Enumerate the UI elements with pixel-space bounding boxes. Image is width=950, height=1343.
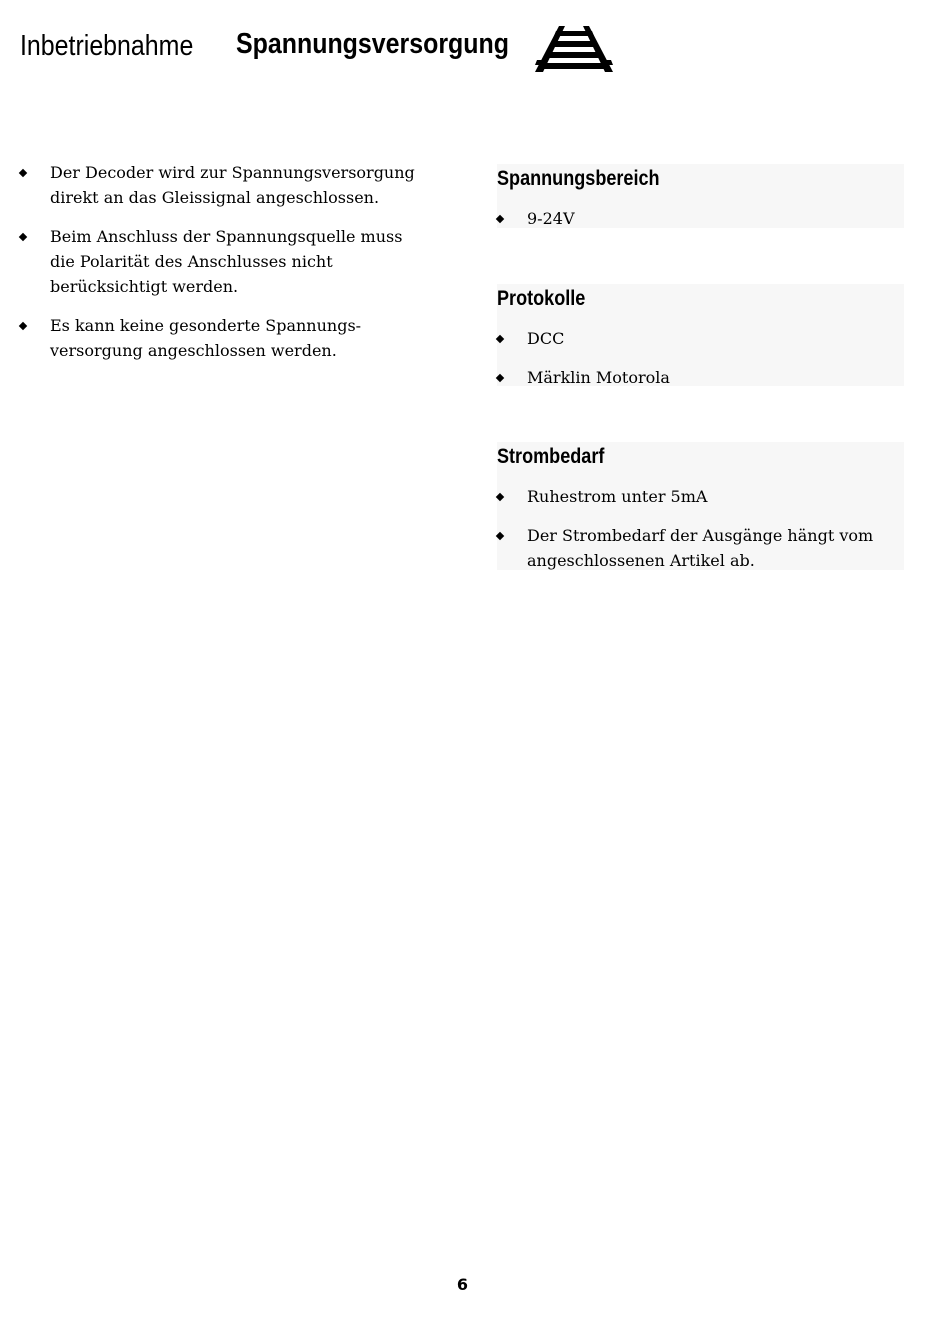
list-item — [497, 484, 904, 509]
voltage-heading: Spannungsbereich — [497, 167, 660, 190]
page-header — [20, 22, 509, 78]
protocols-heading: Protokolle — [497, 287, 586, 310]
protocols-box — [497, 284, 904, 386]
diamond-bullet-icon — [496, 335, 504, 343]
list-item-text: 9-24V — [527, 209, 575, 228]
list-item — [497, 365, 904, 390]
page-number: 6 — [456, 1275, 469, 1294]
intro-section — [20, 160, 430, 377]
list-item-text: Ruhestrom unter 5mA — [527, 487, 708, 506]
list-item — [20, 160, 430, 210]
protocols-list — [497, 326, 904, 390]
diamond-bullet-icon — [496, 374, 504, 382]
diamond-bullet-icon — [496, 532, 504, 540]
current-box — [497, 442, 904, 570]
diamond-bullet-icon — [19, 322, 27, 330]
list-item — [497, 523, 904, 573]
list-item-text: Beim Anschluss der Spannungsquelle muss die Polarität des Anschlusses nicht berücksichtigt werden. — [50, 227, 403, 296]
list-item-text: Der Strombedarf der Ausgänge hängt vom angeschlossenen Artikel ab. — [527, 526, 874, 570]
railway-track-icon — [534, 24, 614, 74]
diamond-bullet-icon — [19, 233, 27, 241]
current-heading: Strombedarf — [497, 445, 605, 468]
list-item-text: DCC — [527, 329, 565, 348]
list-item — [497, 326, 904, 351]
diamond-bullet-icon — [496, 215, 504, 223]
section-label: Inbetriebnahme — [20, 29, 194, 62]
list-item — [20, 224, 430, 299]
diamond-bullet-icon — [19, 169, 27, 177]
list-item — [20, 313, 430, 363]
current-list — [497, 484, 904, 573]
diamond-bullet-icon — [496, 493, 504, 501]
list-item-text: Märklin Motorola — [527, 368, 670, 387]
list-item-text: Es kann keine gesonderte Spannungs-versorgung angeschlossen werden. — [50, 316, 362, 360]
voltage-box — [497, 164, 904, 228]
list-item — [497, 206, 904, 231]
list-item-text: Der Decoder wird zur Spannungsversorgung direkt an das Gleissignal angeschlossen. — [50, 163, 415, 207]
intro-bullet-list — [20, 160, 430, 363]
page-title: Spannungsversorgung — [236, 28, 509, 60]
voltage-list — [497, 206, 904, 231]
